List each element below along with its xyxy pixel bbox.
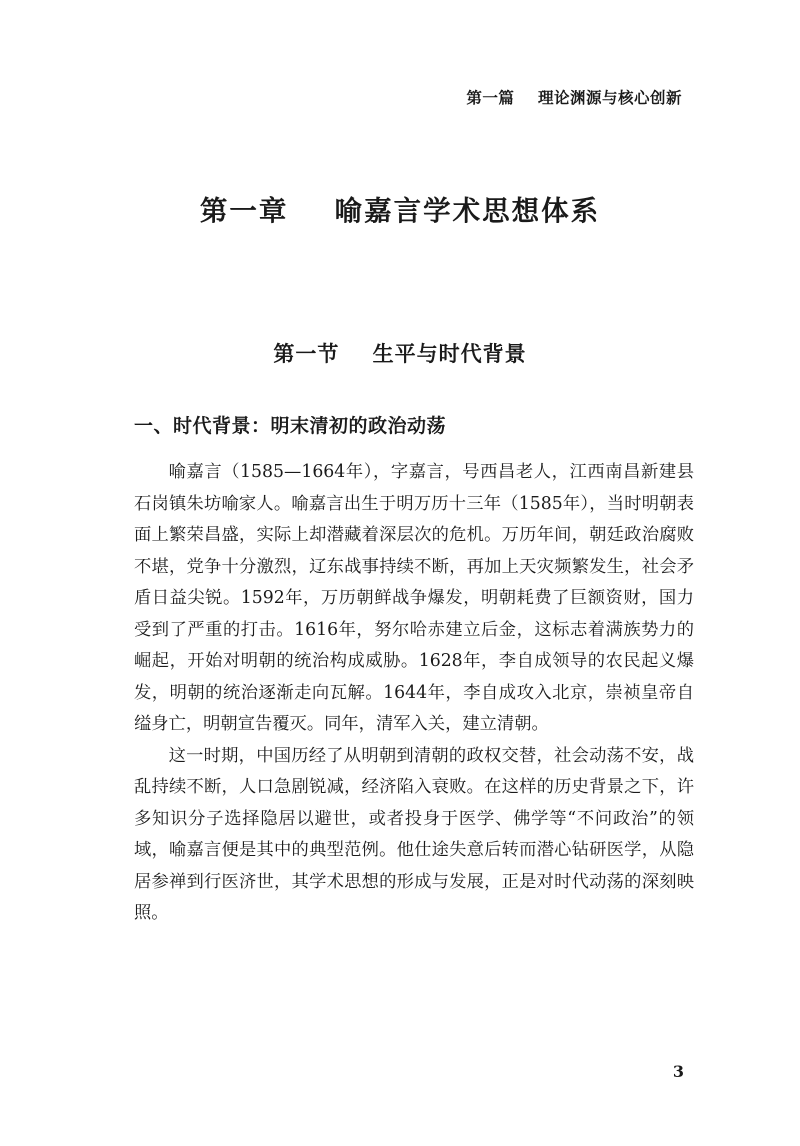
paragraph-1: 喻嘉言（1585—1664年），字嘉言，号西昌老人，江西南昌新建县石岗镇朱坊喻家人。喻嘉言出生于明万历十三年（1585年），当时明朝表面上繁荣昌盛，实际上却潜藏着深层次的危机。万历年间，朝廷政治腐败不堪，党争十分激烈，辽东战事持续不断，再加上天灾频繁发生，社会矛盾日益尖锐。1592年，万历朝鲜战争爆发，明朝耗费了巨额资财，国力受到了严重的打击。1616年，努尔哈赤建立后金，这标志着满族势力的崛起，开始对明朝的统治构成威胁。1628年，李自成领导的农民起义爆发，明朝的统治逐渐走向瓦解。1644年，李自成攻入北京，崇祯皇帝自缢身亡，明朝宣告覆灭。同年，清军入关，建立清朝。 xyxy=(134,462,694,734)
body-text xyxy=(134,457,694,930)
paragraph-2: 这一时期，中国历经了从明朝到清朝的政权交替，社会动荡不安，战乱持续不断，人口急剧锐减，经济陷入衰败。在这样的历史背景之下，许多知识分子选择隐居以避世，或者投身于医学、佛学等“不问政治”的领域，喻嘉言便是其中的典型范例。他仕途失意后转而潜心钻研医学，从隐居参禅到行医济世，其学术思想的形成与发展，正是对时代动荡的深刻映照。 xyxy=(134,745,694,923)
section-title: 第一节 生平与时代背景 xyxy=(273,342,527,366)
subsection-title: 一、时代背景：明末清初的政治动荡 xyxy=(134,415,447,437)
running-header: 第一篇 理论渊源与核心创新 xyxy=(466,89,682,107)
chapter-title: 第一章 喻嘉言学术思想体系 xyxy=(199,195,601,227)
page-number: 3 xyxy=(672,1062,684,1081)
